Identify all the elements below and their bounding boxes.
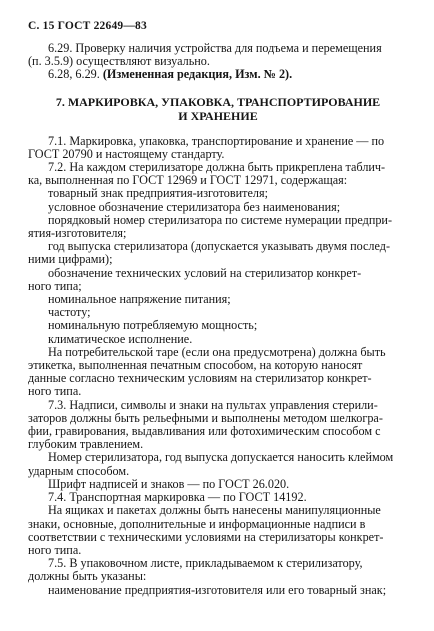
text-line: товарный знак предприятия-изготовителя; [48,186,268,201]
text-line: ударным способом. [28,463,130,478]
text-line [28,68,408,81]
text-line: порядковый номер стерилизатора по системе нумерации предпри- [48,212,393,227]
text-line: знаки, основные, дополнительные и информационные надписи в [28,516,366,531]
text-line: 7.2. На каждом стерилизаторе должна быть прикреплена таблич- [48,160,386,175]
text-line: наименование предприятия-изготовителя или его товарный знак; [48,582,387,597]
text-line: год выпуска стерилизатора (допускается указывать двумя послед- [48,239,391,254]
section-title-line-2: И ХРАНЕНИЕ [178,108,258,123]
text-line: Шрифт надписей и знаков — по ГОСТ 26.020. [48,476,290,491]
text-line: заторов должны быть рельефными и выполнены методом шелкогра- [28,410,383,425]
section-title [28,95,408,123]
document-page [28,20,408,597]
text-line: ка, выполненная по ГОСТ 12969 и ГОСТ 12971, содержащая: [28,173,348,188]
text-line: ГОСТ 20790 и настоящему стандарту. [28,146,225,161]
text-line: должны быть указаны: [28,569,147,584]
page-header: С. 15 ГОСТ 22649—83 [28,20,147,32]
text-line: На ящиках и пакетах должны быть нанесены манипуляционные [48,503,381,518]
text-line-head: 6.28, 6.29. [48,67,103,82]
text-line: этикетка, выполненная печатным способом, на которую наносят [28,358,363,373]
text-line: 7.3. Надписи, символы и знаки на пультах управления стерили- [48,397,378,412]
text-line: 7.1. Маркировка, упаковка, транспортирование и хранение — по [48,133,385,148]
text-line: ятия-изготовителя; [28,226,127,241]
text-line: условное обозначение стерилизатора без наименования; [48,199,341,214]
text-line: ного типа; [28,278,82,293]
text-line: На потребительской таре (если она предусмотрена) должна быть [48,344,386,359]
section-title-line-1: 7. МАРКИРОВКА, УПАКОВКА, ТРАНСПОРТИРОВАНИЕ [55,94,381,109]
text-line: обозначение технических условий на стерилизатор конкрет- [48,265,362,280]
section-body [28,135,408,597]
text-line: 7.4. Транспортная маркировка — по ГОСТ 14192. [48,490,307,505]
text-line: данные согласно техническим условиям на стерилизатор конкрет- [28,371,372,386]
text-line: фии, гравирования, выдавливания или фотохимическим способом с [28,424,381,439]
text-line: частоту; [48,305,91,320]
text-line: Номер стерилизатора, год выпуска допускается наносить клеймом [48,450,394,465]
text-line-bold: (Измененная редакция, Изм. № 2). [102,67,293,82]
intro-block [28,42,408,82]
text-line: ними цифрами); [28,252,113,267]
text-line: (п. 3.5.9) осуществляют визуально. [28,54,210,69]
text-line: глубоким травлением. [28,437,144,452]
text-line: 7.5. В упаковочном листе, прикладываемом к стерилизатору, [48,556,363,571]
text-line: соответствии с техническими условиями на стерилизаторы конкрет- [28,529,384,544]
text-line: климатическое исполнение. [48,331,193,346]
text-line: ного типа. [28,542,82,557]
text-line: номинальную потребляемую мощность; [48,318,258,333]
text-line: 6.29. Проверку наличия устройства для подъема и перемещения [48,41,382,55]
text-line: ного типа. [28,384,82,399]
text-line: номинальное напряжение питания; [48,292,231,307]
